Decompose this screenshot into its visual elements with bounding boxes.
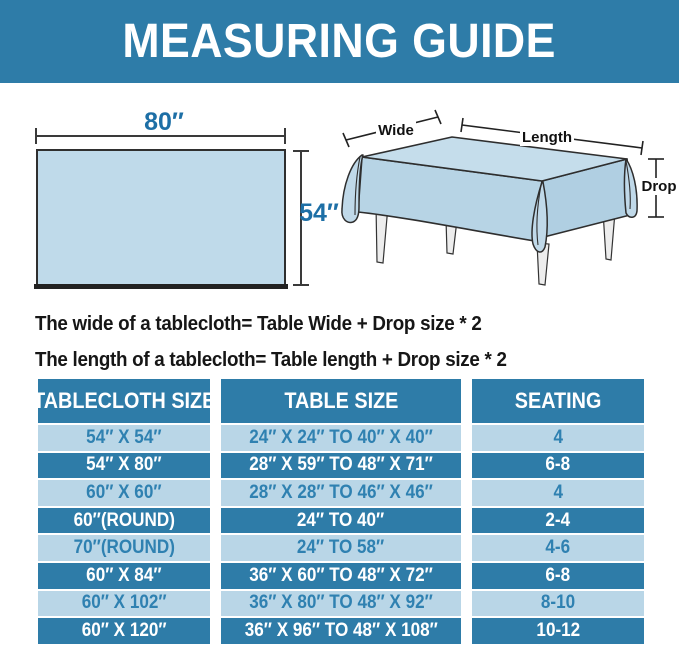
table-size-cell: 28″ X 59″ TO 48″ X 71″ <box>221 453 461 479</box>
wide-dimension <box>343 110 441 147</box>
size-table <box>32 379 644 644</box>
column-header-tablecloth-size: TABLECLOTH SIZE <box>38 379 210 423</box>
table-size-cell: 36″ X 60″ TO 48″ X 72″ <box>221 563 461 589</box>
tablecloth-size-cell: 54″ X 80″ <box>38 453 210 479</box>
table-size-cell: 28″ X 28″ TO 46″ X 46″ <box>221 480 461 506</box>
formula-wide: The wide of a tablecloth= Table Wide + Drop size * 2 <box>35 313 482 335</box>
header-banner <box>0 0 679 83</box>
seating-cell: 6-8 <box>472 453 644 479</box>
height-dimension-label: 54″ <box>299 199 339 227</box>
table-size-cell: 36″ X 80″ TO 48″ X 92″ <box>221 591 461 617</box>
tablecloth-size-cell: 60″(ROUND) <box>38 508 210 534</box>
tablecloth-size-cell: 54″ X 54″ <box>38 425 210 451</box>
column-header-seating: SEATING <box>472 379 644 423</box>
width-dimension-label: 80″ <box>144 108 184 136</box>
seating-cell: 2-4 <box>472 508 644 534</box>
length-label: Length <box>522 129 572 146</box>
tablecloth-size-cell: 60″ X 120″ <box>38 618 210 644</box>
seating-cell: 10-12 <box>472 618 644 644</box>
table-illustration <box>330 95 679 300</box>
page-title: MEASURING GUIDE <box>122 15 557 68</box>
table-size-cell: 24″ TO 58″ <box>221 535 461 561</box>
table-size-cell: 36″ X 96″ TO 48″ X 108″ <box>221 618 461 644</box>
drop-dimension <box>638 159 679 217</box>
tablecloth-size-cell: 60″ X 84″ <box>38 563 210 589</box>
table-size-cell: 24″ TO 40″ <box>221 508 461 534</box>
tablecloth-rectangle <box>37 150 285 285</box>
seating-cell: 4 <box>472 480 644 506</box>
corner-drape-right <box>625 159 638 217</box>
seating-cell: 4-6 <box>472 535 644 561</box>
column-header-table-size: TABLE SIZE <box>221 379 461 423</box>
seating-cell: 4 <box>472 425 644 451</box>
tablecloth-body <box>342 137 637 252</box>
table-size-cell: 24″ X 24″ TO 40″ X 40″ <box>221 425 461 451</box>
tablecloth-size-cell: 60″ X 102″ <box>38 591 210 617</box>
formula-length: The length of a tablecloth= Table length + Drop size * 2 <box>35 349 507 371</box>
wide-label: Wide <box>378 122 414 139</box>
flat-tablecloth-diagram <box>25 105 345 300</box>
seating-cell: 8-10 <box>472 591 644 617</box>
drop-label: Drop <box>641 178 677 195</box>
tablecloth-size-cell: 60″ X 60″ <box>38 480 210 506</box>
seating-cell: 6-8 <box>472 563 644 589</box>
tablecloth-size-cell: 70″(ROUND) <box>38 535 210 561</box>
